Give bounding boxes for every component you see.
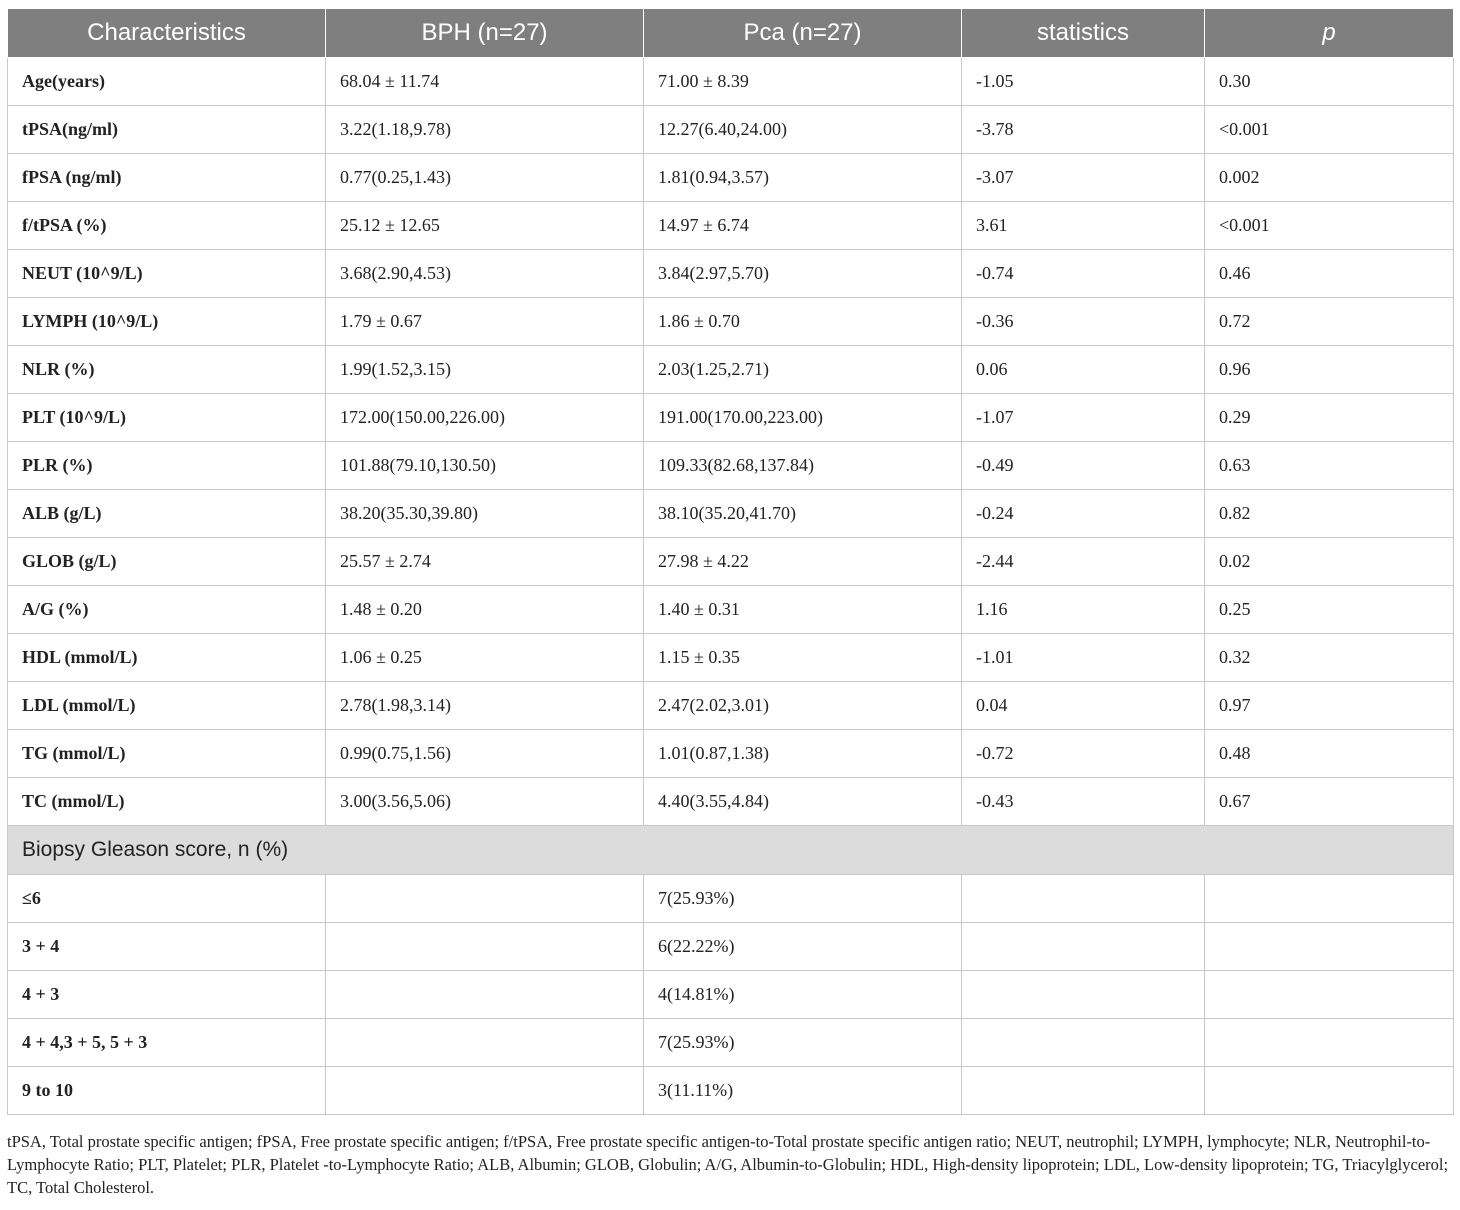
table-row	[8, 394, 1454, 442]
cell-characteristic: A/G (%)	[8, 586, 326, 634]
cell-bph: 0.77(0.25,1.43)	[326, 154, 644, 202]
table-row	[8, 154, 1454, 202]
cell-pca: 1.81(0.94,3.57)	[644, 154, 962, 202]
cell-p: 0.97	[1205, 682, 1454, 730]
table-row	[8, 634, 1454, 682]
cell-p: 0.29	[1205, 394, 1454, 442]
cell-characteristic: 4 + 3	[8, 971, 326, 1019]
header-characteristics: Characteristics	[8, 9, 326, 58]
cell-statistics	[962, 1019, 1205, 1067]
section-label: Biopsy Gleason score, n (%)	[8, 826, 1454, 875]
cell-characteristic: HDL (mmol/L)	[8, 634, 326, 682]
table-row	[8, 250, 1454, 298]
table-row	[8, 442, 1454, 490]
cell-characteristic: Age(years)	[8, 58, 326, 106]
cell-pca: 109.33(82.68,137.84)	[644, 442, 962, 490]
cell-pca: 1.40 ± 0.31	[644, 586, 962, 634]
cell-bph: 38.20(35.30,39.80)	[326, 490, 644, 538]
table-footnote: tPSA, Total prostate specific antigen; fPSA, Free prostate specific antigen; f/tPSA, Free prostate specific antigen-to-Total prostate specific antigen ratio; NEUT, neutrophil; LYMPH, lymphocyte; NLR, Neutrophil-to-Lymphocyte Ratio; PLT, Platelet; PLR, Platelet -to-Lymphocyte Ratio; ALB, Albumin; GLOB, Globulin; A/G, Albumin-to-Globulin; HDL, High-density lipoprotein; LDL, Low-density lipoprotein; TG, Triacylglycerol; TC, Total Cholesterol.	[7, 1132, 1449, 1197]
header-p: p	[1205, 9, 1454, 58]
header-statistics: statistics	[962, 9, 1205, 58]
cell-bph: 172.00(150.00,226.00)	[326, 394, 644, 442]
cell-statistics: -0.72	[962, 730, 1205, 778]
cell-characteristic: NEUT (10^9/L)	[8, 250, 326, 298]
cell-pca: 12.27(6.40,24.00)	[644, 106, 962, 154]
cell-p	[1205, 923, 1454, 971]
cell-statistics: 0.04	[962, 682, 1205, 730]
cell-p: 0.82	[1205, 490, 1454, 538]
cell-characteristic: LYMPH (10^9/L)	[8, 298, 326, 346]
cell-pca: 7(25.93%)	[644, 875, 962, 923]
cell-characteristic: LDL (mmol/L)	[8, 682, 326, 730]
cell-bph: 3.68(2.90,4.53)	[326, 250, 644, 298]
cell-pca: 4(14.81%)	[644, 971, 962, 1019]
table-row	[8, 202, 1454, 250]
cell-statistics: -0.49	[962, 442, 1205, 490]
cell-statistics: -3.07	[962, 154, 1205, 202]
cell-bph: 2.78(1.98,3.14)	[326, 682, 644, 730]
cell-pca: 1.86 ± 0.70	[644, 298, 962, 346]
cell-bph: 1.06 ± 0.25	[326, 634, 644, 682]
cell-p: <0.001	[1205, 106, 1454, 154]
cell-statistics	[962, 1067, 1205, 1115]
table-row	[8, 490, 1454, 538]
cell-statistics	[962, 923, 1205, 971]
cell-statistics: -1.07	[962, 394, 1205, 442]
cell-bph: 25.57 ± 2.74	[326, 538, 644, 586]
cell-statistics: 1.16	[962, 586, 1205, 634]
table-row	[8, 298, 1454, 346]
cell-characteristic: f/tPSA (%)	[8, 202, 326, 250]
cell-pca: 4.40(3.55,4.84)	[644, 778, 962, 826]
gleason-row	[8, 971, 1454, 1019]
cell-pca: 27.98 ± 4.22	[644, 538, 962, 586]
cell-p	[1205, 971, 1454, 1019]
table-row	[8, 586, 1454, 634]
cell-statistics: -2.44	[962, 538, 1205, 586]
characteristics-table	[7, 8, 1454, 1115]
cell-pca: 3(11.11%)	[644, 1067, 962, 1115]
cell-characteristic: PLT (10^9/L)	[8, 394, 326, 442]
cell-characteristic: tPSA(ng/ml)	[8, 106, 326, 154]
cell-pca: 1.15 ± 0.35	[644, 634, 962, 682]
cell-bph: 1.48 ± 0.20	[326, 586, 644, 634]
table-row	[8, 538, 1454, 586]
cell-bph: 3.22(1.18,9.78)	[326, 106, 644, 154]
cell-statistics: -0.43	[962, 778, 1205, 826]
cell-pca: 71.00 ± 8.39	[644, 58, 962, 106]
cell-statistics: -1.01	[962, 634, 1205, 682]
cell-statistics	[962, 875, 1205, 923]
cell-characteristic: ≤6	[8, 875, 326, 923]
cell-bph: 3.00(3.56,5.06)	[326, 778, 644, 826]
cell-statistics: -3.78	[962, 106, 1205, 154]
cell-pca: 14.97 ± 6.74	[644, 202, 962, 250]
cell-characteristic: 4 + 4,3 + 5, 5 + 3	[8, 1019, 326, 1067]
cell-p	[1205, 875, 1454, 923]
table-body	[8, 58, 1454, 1115]
cell-p: 0.32	[1205, 634, 1454, 682]
cell-bph: 1.99(1.52,3.15)	[326, 346, 644, 394]
cell-bph: 101.88(79.10,130.50)	[326, 442, 644, 490]
cell-pca: 3.84(2.97,5.70)	[644, 250, 962, 298]
cell-p	[1205, 1019, 1454, 1067]
cell-p: <0.001	[1205, 202, 1454, 250]
cell-bph	[326, 1019, 644, 1067]
cell-p: 0.25	[1205, 586, 1454, 634]
cell-pca: 1.01(0.87,1.38)	[644, 730, 962, 778]
cell-characteristic: TC (mmol/L)	[8, 778, 326, 826]
cell-pca: 191.00(170.00,223.00)	[644, 394, 962, 442]
cell-p: 0.72	[1205, 298, 1454, 346]
cell-statistics: -0.36	[962, 298, 1205, 346]
cell-pca: 6(22.22%)	[644, 923, 962, 971]
cell-bph	[326, 875, 644, 923]
table-row	[8, 682, 1454, 730]
header-pca: Pca (n=27)	[644, 9, 962, 58]
cell-p: 0.67	[1205, 778, 1454, 826]
gleason-row	[8, 1067, 1454, 1115]
section-row-gleason	[8, 826, 1454, 875]
table-row	[8, 778, 1454, 826]
header-bph: BPH (n=27)	[326, 9, 644, 58]
cell-characteristic: fPSA (ng/ml)	[8, 154, 326, 202]
table-row	[8, 346, 1454, 394]
cell-statistics: -1.05	[962, 58, 1205, 106]
table-row	[8, 730, 1454, 778]
cell-statistics	[962, 971, 1205, 1019]
table-row	[8, 106, 1454, 154]
cell-bph	[326, 1067, 644, 1115]
cell-statistics: -0.24	[962, 490, 1205, 538]
gleason-row	[8, 1019, 1454, 1067]
cell-characteristic: 3 + 4	[8, 923, 326, 971]
cell-bph	[326, 923, 644, 971]
cell-bph: 25.12 ± 12.65	[326, 202, 644, 250]
cell-p: 0.02	[1205, 538, 1454, 586]
cell-p: 0.48	[1205, 730, 1454, 778]
table-header-row	[8, 9, 1454, 58]
cell-p: 0.96	[1205, 346, 1454, 394]
cell-bph	[326, 971, 644, 1019]
cell-statistics: 0.06	[962, 346, 1205, 394]
cell-p: 0.46	[1205, 250, 1454, 298]
cell-characteristic: NLR (%)	[8, 346, 326, 394]
cell-bph: 1.79 ± 0.67	[326, 298, 644, 346]
table-row	[8, 58, 1454, 106]
gleason-row	[8, 875, 1454, 923]
cell-p: 0.30	[1205, 58, 1454, 106]
cell-pca: 2.03(1.25,2.71)	[644, 346, 962, 394]
cell-characteristic: GLOB (g/L)	[8, 538, 326, 586]
cell-pca: 38.10(35.20,41.70)	[644, 490, 962, 538]
cell-characteristic: 9 to 10	[8, 1067, 326, 1115]
cell-characteristic: TG (mmol/L)	[8, 730, 326, 778]
cell-characteristic: PLR (%)	[8, 442, 326, 490]
cell-characteristic: ALB (g/L)	[8, 490, 326, 538]
cell-pca: 7(25.93%)	[644, 1019, 962, 1067]
cell-p	[1205, 1067, 1454, 1115]
cell-pca: 2.47(2.02,3.01)	[644, 682, 962, 730]
gleason-row	[8, 923, 1454, 971]
cell-bph: 0.99(0.75,1.56)	[326, 730, 644, 778]
cell-statistics: -0.74	[962, 250, 1205, 298]
cell-p: 0.63	[1205, 442, 1454, 490]
cell-statistics: 3.61	[962, 202, 1205, 250]
cell-p: 0.002	[1205, 154, 1454, 202]
cell-bph: 68.04 ± 11.74	[326, 58, 644, 106]
